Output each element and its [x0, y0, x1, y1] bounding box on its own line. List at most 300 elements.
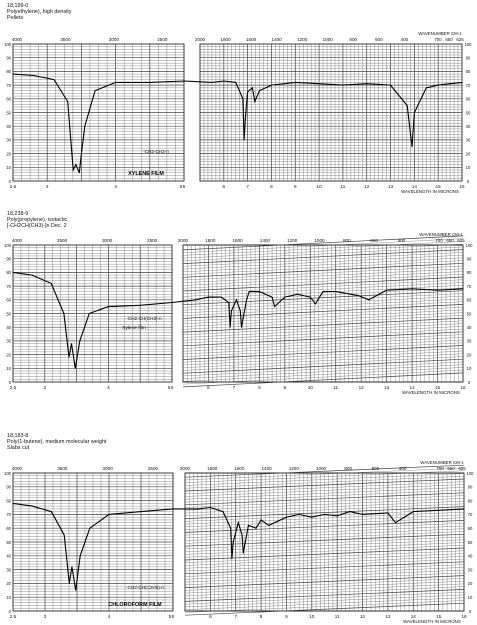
wavenumber-tick-label: 650: [445, 37, 453, 42]
micron-tick-label: 4: [114, 184, 117, 189]
data-point: [297, 294, 298, 295]
micron-tick-label: 11: [334, 614, 340, 619]
micron-tick-label: 5: [171, 614, 175, 619]
data-point: [246, 299, 247, 300]
data-point: [395, 522, 396, 523]
micron-tick-label: 5: [182, 184, 186, 189]
percent-tick-label: 60: [467, 526, 473, 531]
data-point: [240, 310, 241, 311]
wavenumber-tick-label: 2500: [147, 238, 158, 243]
data-point: [89, 313, 90, 314]
data-point: [75, 368, 76, 369]
data-point: [197, 508, 198, 509]
percent-tick-label: 70: [6, 512, 11, 518]
right-panel: [200, 42, 472, 184]
percent-tick-label: 100: [4, 41, 11, 47]
data-point: [412, 288, 413, 289]
data-point: [438, 85, 439, 86]
data-point: [450, 83, 451, 84]
micron-tick-label: 2.5: [9, 614, 17, 619]
wavenumber-tick-label: 1200: [297, 37, 308, 42]
data-point: [32, 275, 33, 276]
compound-name: Polyethylene), high density: [7, 9, 72, 16]
wavenumber-tick-label: 625: [457, 238, 465, 243]
data-point: [362, 514, 363, 515]
data-point: [89, 528, 90, 529]
wavenumber-tick-label: 1400: [261, 466, 272, 471]
percent-tick-label: 40: [6, 124, 11, 129]
percent-tick-label: 40: [466, 325, 472, 330]
data-point: [63, 313, 64, 314]
micron-tick-label: 15: [436, 614, 442, 619]
micron-tick-label: 10: [307, 385, 313, 390]
micron-tick-label: 15: [435, 184, 441, 189]
micron-unit: WAVELENGTH IN MICRONS: [402, 390, 460, 395]
micron-tick-label: 10: [316, 184, 322, 189]
wavenumber-tick-label: 3500: [56, 238, 68, 243]
data-point: [358, 295, 359, 296]
wavenumber-tick-label: 400: [397, 238, 406, 243]
percent-tick-label: 100: [4, 242, 11, 248]
micron-tick-label: 4: [107, 385, 110, 390]
wavenumber-tick-label: 2000: [194, 37, 206, 42]
percent-tick-label: 0: [8, 178, 11, 184]
data-point: [284, 297, 285, 298]
wavenumber-tick-label: 2000: [179, 466, 191, 471]
data-point: [195, 299, 196, 300]
data-point: [81, 153, 82, 154]
data-point: [319, 83, 320, 84]
data-point: [245, 119, 246, 120]
data-point: [299, 514, 300, 515]
percent-tick-label: 80: [6, 69, 11, 75]
micron-tick-label: 7: [246, 184, 249, 189]
wavenumber-tick-label: 4000: [11, 238, 23, 243]
data-point: [259, 90, 260, 91]
percent-tick-label: 50: [466, 311, 472, 317]
data-point: [79, 172, 80, 173]
data-point: [248, 525, 249, 526]
micron-unit: WAVELENGTH IN MICRONS: [401, 189, 459, 194]
data-point: [249, 291, 250, 292]
wavenumber-tick-label: 1800: [207, 466, 218, 471]
micron-tick-label: 3: [43, 385, 47, 390]
compound-name: Poly(1-butene), medium molecular weight: [7, 439, 107, 446]
percent-tick-label: 50: [467, 539, 473, 545]
percent-tick-label: 10: [6, 366, 11, 372]
micron-tick-label: 9: [293, 184, 297, 189]
compound-name: Poly(propylene), isotactic: [7, 217, 68, 224]
percent-tick-label: 100: [464, 41, 472, 47]
percent-tick-label: 40: [6, 553, 11, 559]
wavenumber-tick-label: 800: [344, 466, 353, 471]
data-point: [386, 290, 387, 291]
data-point: [244, 139, 245, 140]
data-point: [228, 302, 229, 303]
data-point: [80, 555, 81, 556]
micron-tick-label: 10: [309, 614, 315, 619]
data-point: [32, 506, 33, 507]
wavenumber-tick-label: 1000: [315, 466, 327, 471]
data-point: [115, 82, 116, 83]
wavenumber-tick-label: 4000: [11, 37, 23, 42]
micron-tick-label: 16: [459, 184, 465, 189]
data-point: [286, 517, 287, 518]
percent-tick-label: 70: [466, 283, 472, 289]
structure-label: -CH2-CH(CH3)-n: [126, 316, 162, 321]
data-point: [208, 297, 209, 298]
percent-tick-label: 30: [465, 137, 471, 143]
percent-tick-label: 20: [466, 352, 472, 358]
data-point: [109, 514, 110, 515]
percent-tick-label: 100: [465, 242, 473, 248]
wavenumber-tick-label: 400: [398, 466, 407, 471]
percent-tick-label: 90: [466, 256, 472, 262]
percent-tick-label: 10: [467, 595, 473, 600]
wavenumber-tick-label: 1600: [234, 466, 245, 471]
micron-tick-label: 5: [167, 385, 171, 390]
micron-tick-label: 5: [168, 614, 172, 619]
data-point: [407, 105, 408, 106]
data-point: [295, 82, 296, 83]
micron-tick-label: 12: [364, 184, 370, 189]
percent-tick-label: 70: [465, 82, 471, 88]
micron-tick-label: 14: [411, 184, 417, 189]
data-point: [335, 291, 336, 292]
micron-tick-label: 4: [107, 614, 111, 619]
percent-tick-label: 60: [6, 526, 11, 531]
data-point: [463, 288, 464, 289]
data-point: [387, 513, 388, 514]
data-point: [184, 81, 185, 82]
data-point: [413, 511, 414, 512]
percent-tick-label: 70: [467, 512, 473, 518]
percent-tick-label: 10: [465, 165, 471, 171]
spectrum-1: [4, 31, 472, 194]
wavenumber-tick-label: 3000: [102, 466, 113, 471]
micron-tick-label: 16: [461, 614, 467, 619]
wavenumber-tick-label: 600: [374, 37, 383, 42]
data-point: [221, 297, 222, 298]
data-point: [67, 101, 68, 102]
micron-tick-label: 9: [283, 385, 287, 390]
micron-tick-label: 14: [410, 614, 416, 619]
micron-tick-label: 3: [43, 614, 47, 619]
percent-tick-label: 20: [6, 151, 11, 157]
micron-tick-label: 8: [258, 385, 261, 390]
micron-tick-label: 9: [285, 614, 288, 619]
wavenumber-tick-label: 1600: [232, 238, 243, 243]
data-point: [324, 514, 325, 515]
wavenumber-tick-label: 3500: [57, 466, 68, 471]
catalog-number: 18,183-8: [7, 433, 29, 439]
wavenumber-tick-label: 800: [349, 37, 358, 42]
left-panel: [4, 471, 173, 614]
data-point: [108, 306, 109, 307]
wavenumber-tick-label: 650: [446, 238, 454, 243]
data-point: [69, 583, 70, 584]
data-point: [173, 508, 174, 509]
data-point: [272, 297, 273, 298]
data-point: [71, 343, 72, 344]
percent-tick-label: 0: [8, 608, 11, 614]
data-point: [75, 164, 76, 165]
sample-form: Pellets: [7, 15, 24, 22]
data-point: [210, 507, 211, 508]
data-point: [69, 357, 70, 358]
data-point: [412, 146, 413, 147]
data-point: [13, 503, 14, 504]
data-point: [271, 85, 272, 86]
micron-tick-label: 7: [234, 614, 238, 619]
data-point: [254, 101, 255, 102]
data-point: [274, 306, 275, 307]
micron-tick-label: 13: [387, 184, 394, 189]
data-point: [230, 528, 231, 529]
data-point: [235, 82, 236, 83]
data-point: [140, 305, 141, 306]
spectrum-2: [4, 232, 473, 395]
data-point: [349, 511, 350, 512]
micron-tick-label: 2.5: [9, 385, 17, 390]
wavenumber-tick-label: 1800: [220, 37, 231, 42]
data-point: [315, 303, 316, 304]
percent-tick-label: 80: [6, 270, 11, 276]
data-point: [437, 290, 438, 291]
wavenumber-tick-label: 2000: [177, 238, 189, 243]
percent-tick-label: 60: [6, 297, 11, 303]
micron-tick-label: 8: [259, 614, 263, 619]
data-point: [238, 522, 239, 523]
micron-tick-label: 14: [409, 385, 415, 390]
data-point: [54, 79, 55, 80]
wavenumber-tick-label: 1400: [271, 37, 282, 42]
percent-tick-label: 80: [6, 498, 11, 504]
percent-tick-label: 60: [466, 297, 472, 303]
data-point: [172, 302, 173, 303]
percent-tick-label: 90: [6, 55, 11, 61]
wavenumber-unit: WAVENUMBER CM-1: [419, 232, 463, 237]
percent-tick-label: 40: [6, 325, 11, 330]
wavenumber-tick-label: 3000: [101, 238, 113, 243]
data-point: [438, 510, 439, 511]
data-point: [73, 170, 74, 171]
data-point: [64, 535, 65, 536]
wavenumber-unit: WAVENUMBER CM-1: [418, 31, 462, 36]
wavenumber-tick-label: 3500: [60, 37, 71, 42]
wavenumber-tick-label: 650: [447, 466, 455, 471]
micron-tick-label: 16: [460, 385, 466, 390]
wavenumber-tick-label: 800: [342, 238, 351, 243]
data-point: [233, 542, 234, 543]
percent-tick-label: 80: [465, 69, 471, 75]
data-point: [462, 82, 463, 83]
percent-tick-label: 30: [466, 338, 472, 344]
data-point: [13, 74, 14, 75]
structure-label: -CH2-CH2-n: [143, 149, 169, 154]
percent-tick-label: 30: [6, 137, 11, 143]
wavenumber-tick-label: 625: [456, 37, 464, 42]
wavenumber-tick-label: 3000: [108, 37, 120, 42]
wavenumber-tick-label: 400: [400, 37, 409, 42]
percent-tick-label: 90: [465, 55, 471, 61]
wavenumber-tick-label: 1200: [288, 466, 299, 471]
data-point: [259, 291, 260, 292]
data-point: [84, 126, 85, 127]
data-point: [75, 590, 76, 591]
micron-tick-label: 13: [384, 385, 390, 390]
percent-tick-label: 40: [467, 553, 473, 559]
percent-tick-label: 30: [6, 338, 11, 344]
spectrum-3: [4, 460, 474, 624]
percent-tick-label: 100: [466, 470, 474, 476]
wavenumber-tick-label: 1800: [205, 238, 216, 243]
percent-tick-label: 80: [467, 498, 473, 504]
catalog-number: 18,238-9: [7, 211, 29, 217]
percent-tick-label: 0: [8, 379, 11, 385]
micron-tick-label: 3: [45, 184, 49, 189]
data-point: [223, 511, 224, 512]
percent-tick-label: 70: [6, 283, 11, 289]
micron-tick-label: 11: [340, 184, 346, 189]
wavenumber-tick-label: 1600: [245, 37, 257, 42]
structure-label: -CH2-CH(C2H5)-n: [126, 585, 164, 590]
percent-tick-label: 10: [6, 165, 11, 171]
data-point: [242, 535, 243, 536]
wavenumber-unit: WAVENUMBER CM-1: [420, 460, 464, 465]
wavenumber-tick-label: 2500: [147, 466, 159, 471]
percent-tick-label: 80: [466, 270, 472, 276]
left-panel: [4, 42, 184, 184]
micron-tick-label: 12: [358, 385, 364, 390]
wavenumber-tick-label: 600: [370, 238, 378, 243]
data-point: [79, 340, 80, 341]
percent-tick-label: 40: [465, 124, 471, 129]
percent-tick-label: 50: [6, 110, 11, 116]
data-point: [51, 283, 52, 284]
percent-tick-label: 30: [6, 567, 11, 573]
wavenumber-tick-label: 1000: [314, 238, 325, 243]
percent-tick-label: 70: [6, 82, 11, 88]
micron-tick-label: 7: [232, 385, 236, 390]
data-point: [149, 82, 150, 83]
wavenumber-tick-label: 1400: [259, 238, 271, 243]
micron-tick-label: 8: [270, 184, 273, 189]
micron-tick-label: 6: [207, 385, 210, 390]
percent-tick-label: 20: [6, 352, 11, 358]
film-label: XYLENE FILM: [128, 171, 164, 177]
percent-tick-label: 90: [6, 484, 11, 490]
data-point: [33, 75, 34, 76]
sample-form: Slabs cut: [7, 445, 30, 452]
percent-tick-label: 50: [6, 539, 11, 545]
micron-unit: WAVELENGTH IN MICRONS: [403, 619, 461, 624]
wavenumber-tick-label: 625: [458, 466, 466, 471]
data-point: [243, 553, 244, 554]
data-point: [252, 87, 253, 88]
data-point: [236, 299, 237, 300]
percent-tick-label: 60: [6, 96, 11, 102]
data-point: [390, 85, 391, 86]
percent-tick-label: 100: [4, 470, 11, 476]
percent-tick-label: 30: [467, 567, 473, 573]
right-panel: [183, 236, 473, 387]
data-point: [261, 519, 262, 520]
data-point: [242, 98, 243, 99]
micron-tick-label: 6: [222, 184, 226, 189]
data-point: [323, 291, 324, 292]
data-point: [211, 82, 212, 83]
wavenumber-tick-label: 700: [435, 238, 443, 243]
wavenumber-tick-label: 4000: [11, 466, 23, 471]
right-panel: [185, 465, 474, 615]
percent-tick-label: 50: [465, 110, 471, 116]
micron-tick-label: 6: [209, 614, 212, 619]
percent-tick-label: 90: [467, 484, 473, 490]
data-point: [230, 327, 231, 328]
wavenumber-tick-label: 600: [371, 466, 380, 471]
percent-tick-label: 0: [466, 178, 470, 184]
micron-tick-label: 13: [385, 614, 391, 619]
catalog-number: 18,199-0: [7, 3, 29, 9]
percent-tick-label: 10: [466, 366, 472, 372]
data-point: [342, 85, 343, 86]
data-point: [231, 310, 232, 311]
film-label: Xylene film: [122, 326, 146, 331]
data-point: [268, 525, 269, 526]
micron-tick-label: 2.5: [9, 184, 17, 189]
wavenumber-tick-label: 2500: [157, 37, 168, 42]
micron-tick-label: 5: [179, 184, 183, 189]
wavenumber-tick-label: 700: [434, 37, 442, 42]
percent-tick-label: 60: [465, 96, 471, 102]
percent-tick-label: 20: [465, 151, 471, 157]
film-label: CHLOROFORM FILM: [108, 602, 162, 608]
wavenumber-tick-label: 700: [436, 466, 444, 471]
data-point: [337, 515, 338, 516]
sample-form: [-CH2CH(CH3)-]n Dec. 2: [7, 223, 67, 230]
percent-tick-label: 0: [468, 608, 472, 614]
data-point: [256, 528, 257, 529]
data-point: [426, 87, 427, 88]
data-point: [464, 508, 465, 509]
micron-tick-label: 12: [359, 614, 366, 619]
percent-tick-label: 0: [467, 379, 471, 385]
wavenumber-tick-label: 1200: [287, 238, 298, 243]
data-point: [368, 299, 369, 300]
micron-tick-label: 11: [333, 385, 339, 390]
data-point: [231, 558, 232, 559]
data-point: [141, 511, 142, 512]
data-point: [366, 83, 367, 84]
percent-tick-label: 20: [467, 581, 473, 587]
data-point: [223, 81, 224, 82]
percent-tick-label: 10: [6, 595, 11, 600]
data-point: [13, 272, 14, 273]
micron-tick-label: 5: [170, 385, 174, 390]
percent-tick-label: 20: [6, 581, 11, 587]
data-point: [247, 92, 248, 93]
data-point: [51, 511, 52, 512]
data-point: [311, 517, 312, 518]
left-panel: [4, 243, 172, 385]
wavenumber-tick-label: 1000: [322, 37, 333, 42]
data-point: [310, 297, 311, 298]
data-point: [241, 327, 242, 328]
micron-tick-label: 15: [434, 385, 441, 390]
data-point: [95, 90, 96, 91]
data-point: [414, 112, 415, 113]
